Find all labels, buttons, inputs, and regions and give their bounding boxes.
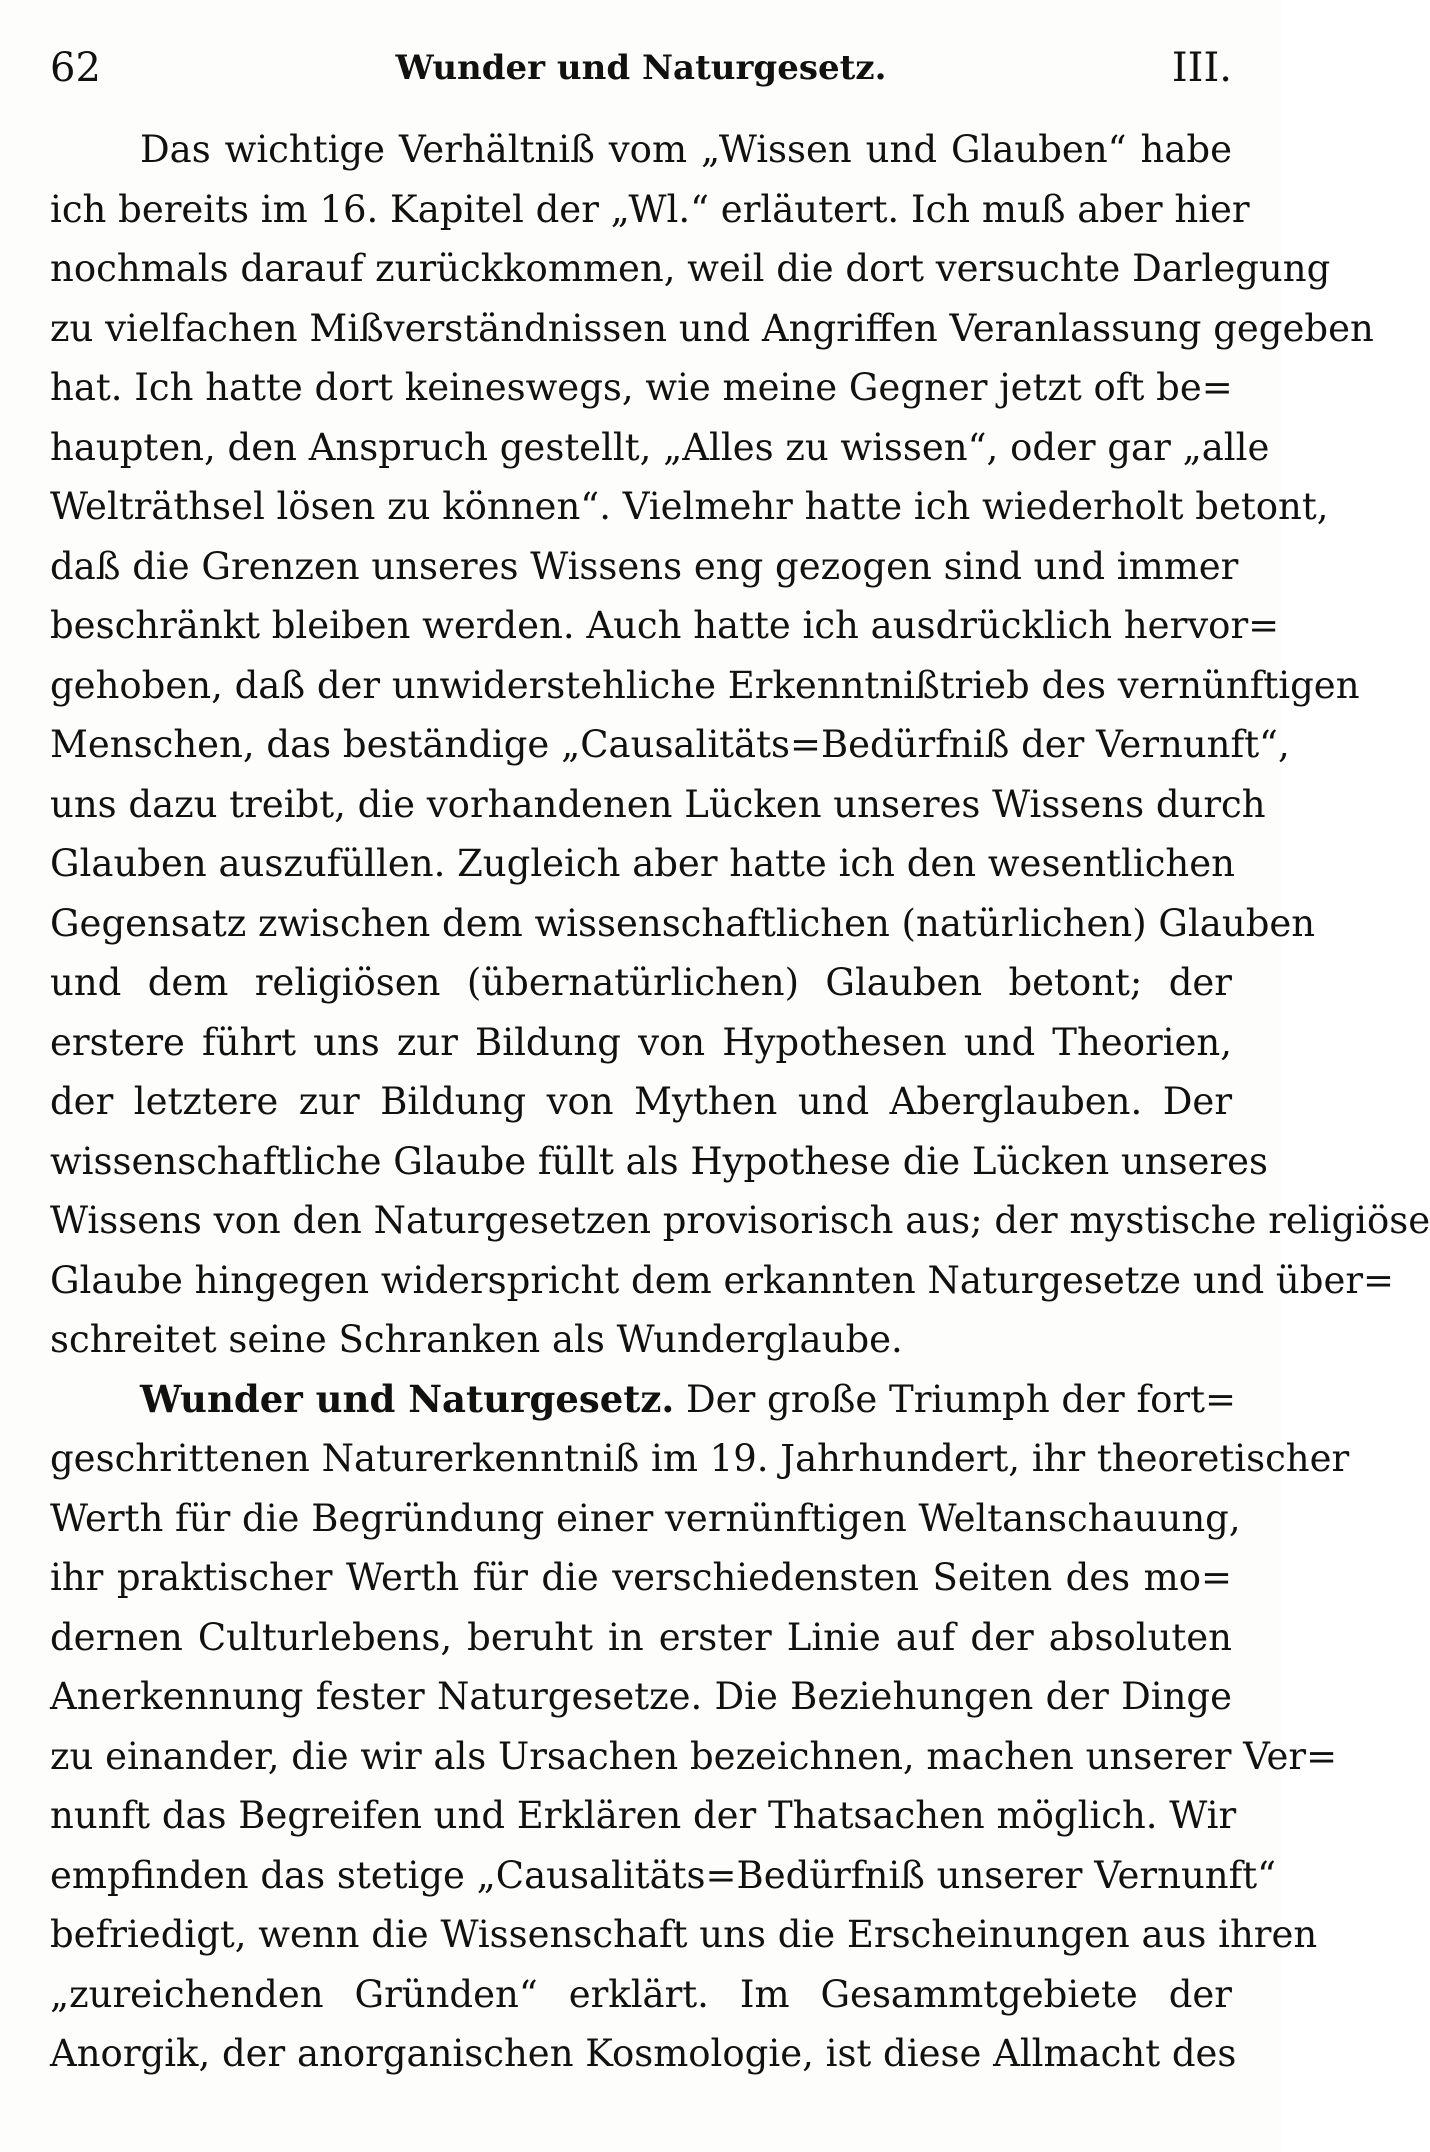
text-line: daß die Grenzen unseres Wissens eng gezogen sind und immer bbox=[50, 544, 1239, 588]
text-line: nochmals darauf zurückkommen, weil die dort versuchte Darlegung bbox=[50, 247, 1331, 290]
text-line: Glauben auszufüllen. Zugleich aber hatte ich den wesentlichen bbox=[50, 842, 1235, 885]
text-line: gehoben, daß der unwiderstehliche Erkenntnißtrieb des vernünftigen bbox=[50, 663, 1360, 707]
text-line: hat. Ich hatte dort keineswegs, wie meine Gegner jetzt oft be= bbox=[50, 366, 1233, 409]
text-line: und dem religiösen (übernatürlichen) Glauben betont; der bbox=[50, 961, 1232, 1004]
text-line: zu einander, die wir als Ursachen bezeichnen, machen unserer Ver= bbox=[50, 1734, 1338, 1778]
text-line: Anorgik, der anorganischen Kosmologie, ist diese Allmacht des bbox=[50, 2032, 1237, 2075]
text-line: ich bereits im 16. Kapitel der „Wl.“ erläutert. Ich muß aber hier bbox=[50, 187, 1250, 231]
text-line: Gegensatz zwischen dem wissenschaftlichen (natürlichen) Glauben bbox=[50, 901, 1316, 945]
page-header bbox=[50, 38, 1232, 98]
text-line: Wissens von den Naturgesetzen provisorisch aus; der mystische religiöse bbox=[50, 1199, 1430, 1242]
text-line: Der große Triumph der fort= bbox=[686, 1377, 1236, 1421]
text-line: befriedigt, wenn die Wissenschaft uns die Erscheinungen aus ihren bbox=[50, 1913, 1318, 1956]
text-line: „zureichenden Gründen“ erklärt. Im Gesammtgebiete der bbox=[50, 1972, 1232, 2016]
text-line: uns dazu treibt, die vorhandenen Lücken unseres Wissens durch bbox=[50, 782, 1266, 826]
text-line: haupten, den Anspruch gestellt, „Alles zu wissen“, oder gar „alle bbox=[50, 425, 1270, 469]
text-line: nunft das Begreifen und Erklären der Thatsachen möglich. Wir bbox=[50, 1794, 1237, 1837]
text-line: Anerkennung fester Naturgesetze. Die Beziehungen der Dinge bbox=[50, 1675, 1232, 1718]
text-line: schreitet seine Schranken als Wunderglaube. bbox=[50, 1318, 903, 1361]
text-line: Glaube hingegen widerspricht dem erkannten Naturgesetze und über= bbox=[50, 1258, 1395, 1302]
section-start-line bbox=[50, 1370, 1236, 1430]
page-number: 62 bbox=[50, 45, 101, 91]
running-title: Wunder und Naturgesetz. bbox=[395, 48, 887, 88]
text-line: Welträthsel lösen zu können“. Vielmehr hatte ich wiederholt betont, bbox=[50, 485, 1329, 528]
text-line: Das wichtige Verhältniß vom „Wissen und Glauben“ habe bbox=[140, 128, 1232, 171]
text-line: zu vielfachen Mißverständnissen und Angriffen Veranlassung gegeben bbox=[50, 306, 1374, 350]
text-line: wissenschaftliche Glaube füllt als Hypothese die Lücken unseres bbox=[50, 1139, 1269, 1183]
body-text bbox=[50, 120, 1430, 2084]
text-line: der letztere zur Bildung von Mythen und Aberglauben. Der bbox=[50, 1080, 1232, 1123]
text-line: Menschen, das beständige „Causalitäts=Bedürfniß der Vernunft“, bbox=[50, 723, 1290, 766]
text-line: geschrittenen Naturerkenntniß im 19. Jahrhundert, ihr theoretischer bbox=[50, 1437, 1350, 1480]
text-line: dernen Culturlebens, beruht in erster Linie auf der absoluten bbox=[50, 1615, 1232, 1659]
chapter-number: III. bbox=[1171, 45, 1232, 91]
text-line: empfinden das stetige „Causalitäts=Bedürfniß unserer Vernunft“ bbox=[50, 1853, 1277, 1897]
text-line: erstere führt uns zur Bildung von Hypothesen und Theorien, bbox=[50, 1020, 1232, 1064]
text-line: Werth für die Begründung einer vernünftigen Weltanschauung, bbox=[50, 1496, 1241, 1540]
section-heading: Wunder und Naturgesetz. bbox=[140, 1376, 675, 1421]
text-line: ihr praktischer Werth für die verschiedensten Seiten des mo= bbox=[50, 1556, 1232, 1599]
text-line: beschränkt bleiben werden. Auch hatte ich ausdrücklich hervor= bbox=[50, 604, 1280, 647]
